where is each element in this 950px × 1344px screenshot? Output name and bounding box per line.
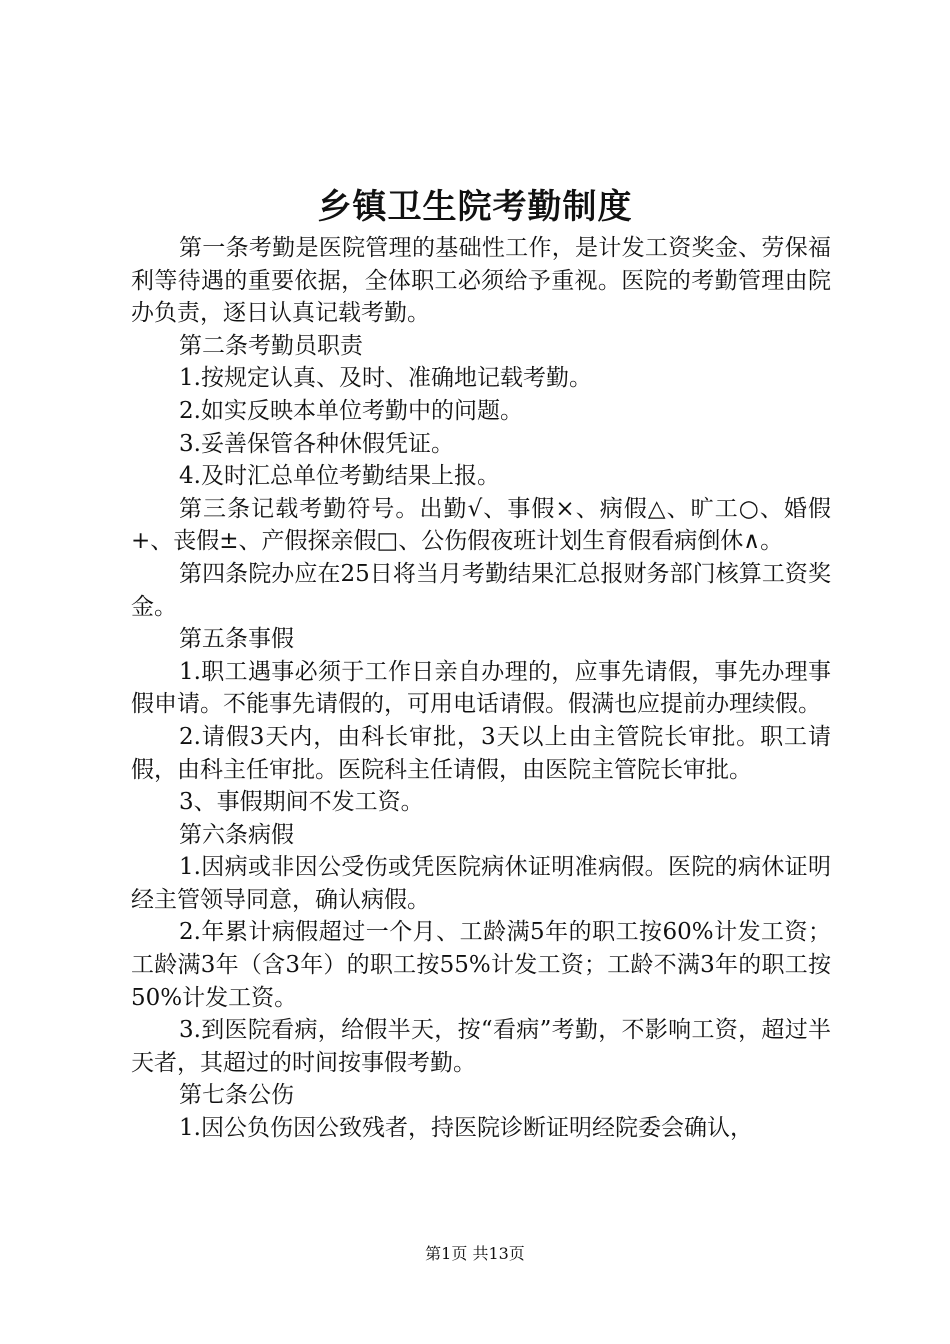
paragraph-article-1: 第一条考勤是医院管理的基础性工作，是计发工资奖金、劳保福利等待遇的重要依据，全体职工必须给予重视。医院的考勤管理由院办负责，逐日认真记载考勤。 <box>131 235 831 327</box>
paragraph-article-3: 第三条记载考勤符号。出勤√、事假×、病假△、旷工○、婚假+、丧假±、产假探亲假□、公伤假夜班计划生育假看病倒休∧。 <box>131 495 831 555</box>
paragraph-article-6-heading: 第六条病假 <box>179 821 294 848</box>
paragraph-article-2-item-2: 2.如实反映本单位考勤中的问题。 <box>179 397 523 424</box>
paragraph-article-7-heading: 第七条公伤 <box>179 1082 294 1109</box>
paragraph-article-6-item-2: 2.年累计病假超过一个月、工龄满5年的职工按60%计发工资；工龄满3年（含3年）的职工按55%计发工资；工龄不满3年的职工按50%计发工资。 <box>131 919 831 1011</box>
paragraph-article-6-item-1: 1.因病或非因公受伤或凭医院病休证明准病假。医院的病休证明经主管领导同意，确认病假。 <box>131 854 831 913</box>
paragraph-article-2-item-1: 1.按规定认真、及时、准确地记载考勤。 <box>179 365 592 392</box>
paragraph-article-2-item-4: 4.及时汇总单位考勤结果上报。 <box>179 463 500 490</box>
document-title: 乡镇卫生院考勤制度 <box>317 187 633 227</box>
paragraph-article-5-item-3: 3、事假期间不发工资。 <box>179 789 424 816</box>
page-footer: 第1页 共13页 <box>425 1244 525 1263</box>
paragraph-article-5-item-1: 1.职工遇事必须于工作日亲自办理的，应事先请假，事先办理事假申请。不能事先请假的，可用电话请假。假满也应提前办理续假。 <box>131 658 831 718</box>
paragraph-article-4: 第四条院办应在25日将当月考勤结果汇总报财务部门核算工资奖金。 <box>131 560 831 620</box>
paragraph-article-7-item-1: 1.因公负伤因公致残者，持医院诊断证明经院委会确认， <box>179 1115 753 1142</box>
paragraph-article-2-item-3: 3.妥善保管各种休假凭证。 <box>179 430 454 457</box>
paragraph-article-5-item-2: 2.请假3天内，由科长审批，3天以上由主管院长审批。职工请假，由科主任审批。医院科主任请假，由医院主管院长审批。 <box>131 723 831 783</box>
paragraph-article-5-heading: 第五条事假 <box>179 626 294 653</box>
document-body <box>131 232 831 1145</box>
paragraph-article-2-heading: 第二条考勤员职责 <box>179 332 363 359</box>
paragraph-article-6-item-3: 3.到医院看病，给假半天，按“看病”考勤，不影响工资，超过半天者，其超过的时间按事假考勤。 <box>131 1017 831 1076</box>
